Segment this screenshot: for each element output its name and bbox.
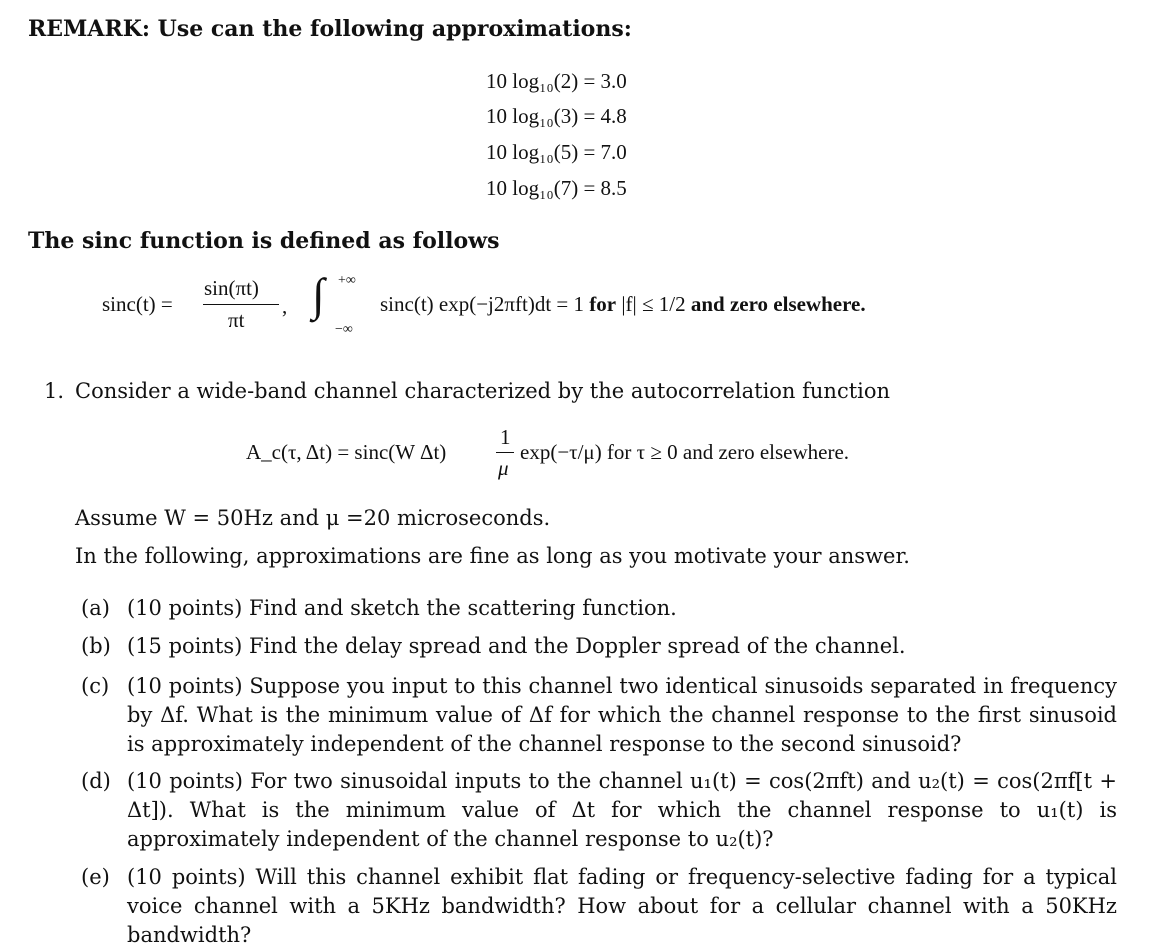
approximation-1: 10 log₁₀(2) = 3.0 xyxy=(486,69,627,93)
freq-condition: |f| ≤ 1/2 xyxy=(621,292,686,316)
sinc-numerator: sin(πt) xyxy=(204,276,259,300)
problem-number: 1. xyxy=(44,379,65,403)
eq-fraction-numerator: 1 xyxy=(500,425,511,449)
part-c-label: (c) xyxy=(81,674,110,698)
remark-heading: REMARK: Use can the following approximations: xyxy=(28,16,632,42)
part-a xyxy=(81,594,1117,623)
autocorrelation-rhs: exp(−τ/μ) for τ ≥ 0 and zero elsewhere. xyxy=(520,440,850,464)
part-c-text: (10 points) Suppose you input to this channel two identical sinusoids separated in frequency by Δf. What is the minimum value of Δf for which the channel response to the first sinusoid is approximately independent of the channel response to the second sinusoid? xyxy=(127,674,1117,756)
autocorrelation-lhs: A_c(τ, Δt) = sinc(W Δt) xyxy=(246,440,447,464)
part-d-text: (10 points) For two sinusoidal inputs to the channel u₁(t) = cos(2πft) and u₂(t) = cos(2πf[t + Δt]). What is the minimum value of Δt for which the channel response to u₁(t) is approximately independent of the channel response to u₂(t)? xyxy=(127,769,1117,851)
part-e-text: (10 points) Will this channel exhibit flat fading or frequency-selective fading for a typical voice channel with a 5KHz bandwidth? How about for a cellular channel with a 50KHz bandwidth? xyxy=(127,865,1117,947)
part-b-label: (b) xyxy=(81,634,111,658)
sinc-integrand xyxy=(380,292,866,317)
integral-upper-limit: +∞ xyxy=(338,273,356,288)
integral-sign: ∫ xyxy=(312,269,325,320)
sinc-denominator: πt xyxy=(228,308,245,332)
problem-intro: Consider a wide-band channel characterized by the autocorrelation function xyxy=(75,379,891,403)
approximation-3: 10 log₁₀(5) = 7.0 xyxy=(486,140,627,164)
part-d-label: (d) xyxy=(81,769,111,793)
part-a-label: (a) xyxy=(81,596,110,620)
sinc-heading: The sinc function is defined as follows xyxy=(28,228,500,254)
eq-fraction-denominator: μ xyxy=(498,456,509,480)
approximation-2: 10 log₁₀(3) = 4.8 xyxy=(486,104,627,128)
for-word: for xyxy=(589,292,617,316)
approx-note: In the following, approximations are fine as long as you motivate your answer. xyxy=(75,544,910,568)
sinc-comma: , xyxy=(282,294,288,318)
approximation-4: 10 log₁₀(7) = 8.5 xyxy=(486,176,627,200)
zero-elsewhere: and zero elsewhere. xyxy=(690,292,866,316)
integral-lower-limit: −∞ xyxy=(335,322,353,337)
part-c xyxy=(81,672,1117,759)
part-e-label: (e) xyxy=(81,865,110,889)
assume-line: Assume W = 50Hz and μ =20 microseconds. xyxy=(75,506,551,530)
fraction-bar xyxy=(203,304,279,305)
sinc-lhs: sinc(t) = xyxy=(102,292,173,316)
part-d xyxy=(81,767,1117,854)
part-b-text: (15 points) Find the delay spread and the Doppler spread of the channel. xyxy=(127,634,906,658)
part-e xyxy=(81,863,1117,950)
integrand-text: sinc(t) exp(−j2πft)dt = 1 xyxy=(380,292,584,316)
part-b xyxy=(81,632,1117,661)
part-a-text: (10 points) Find and sketch the scattering function. xyxy=(127,596,677,620)
eq-fraction-bar xyxy=(496,452,514,453)
